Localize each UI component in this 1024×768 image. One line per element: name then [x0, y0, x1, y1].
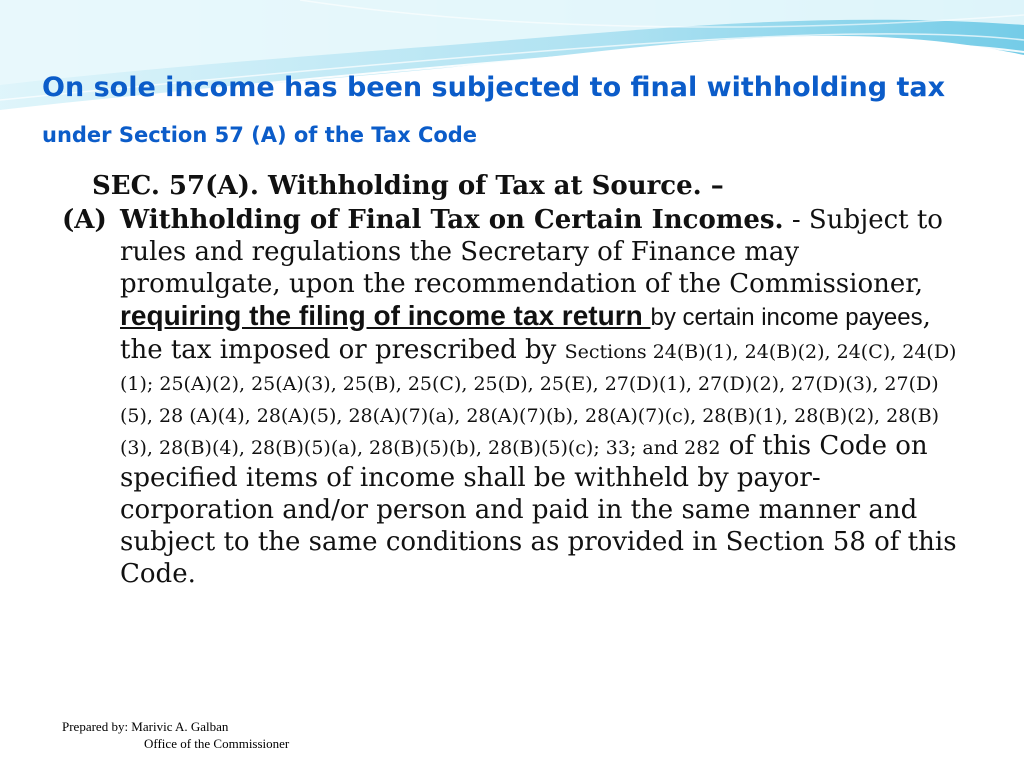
- text-part-2: by certain income payees: [650, 304, 923, 331]
- slide-title: [42, 64, 1002, 156]
- prepared-by: Prepared by: Marivic A. Galban: [62, 719, 229, 734]
- text-part-3: , the tax imposed or prescribed by: [120, 302, 931, 365]
- text-part-1: Subject to rules and regulations the Secretary of Finance may promulgate, upon the recommendation of the Commissioner,: [120, 205, 943, 299]
- title-main: On sole income has been subjected to final withholding tax: [42, 72, 946, 103]
- emphasis-text: requiring the filing of income tax return: [120, 300, 651, 331]
- text-part-4: of this Code on specified items of income shall be withheld by payor-corporation and/or person and paid in the same manner and subject to the same conditions as provided in Section 58 of this Code.: [120, 431, 957, 589]
- paragraph-label: (A): [62, 205, 107, 235]
- paragraph-subheading: Withholding of Final Tax on Certain Incomes.: [120, 205, 784, 235]
- title-sub: under Section 57 (A) of the Tax Code: [42, 123, 478, 147]
- paragraph-text: [120, 204, 967, 590]
- office-name: Office of the Commissioner: [144, 736, 290, 751]
- paragraph-a: [62, 204, 967, 590]
- section-heading: SEC. 57(A). Withholding of Tax at Source. –: [92, 171, 724, 201]
- subheading-dash: -: [783, 205, 801, 235]
- footer: [62, 718, 289, 752]
- slide-body: [62, 170, 967, 590]
- sections-list: Sections 24(B)(1), 24(B)(2), 24(C), 24(D)(1); 25(A)(2), 25(A)(3), 25(B), 25(C), 25(D), 25(E), 27(D)(1), 27(D)(2), 27(D)(3), 27(D)(5), 28 (A)(4), 28(A)(5), 28(A)(7)(a), 28(A)(7)(b), 28(A)(7)(c), 28(B)(1), 28(B)(2), 28(B)(3), 28(B)(4), 28(B)(5)(a), 28(B)(5)(b), 28(B)(5)(c); 33; and 282: [120, 341, 957, 459]
